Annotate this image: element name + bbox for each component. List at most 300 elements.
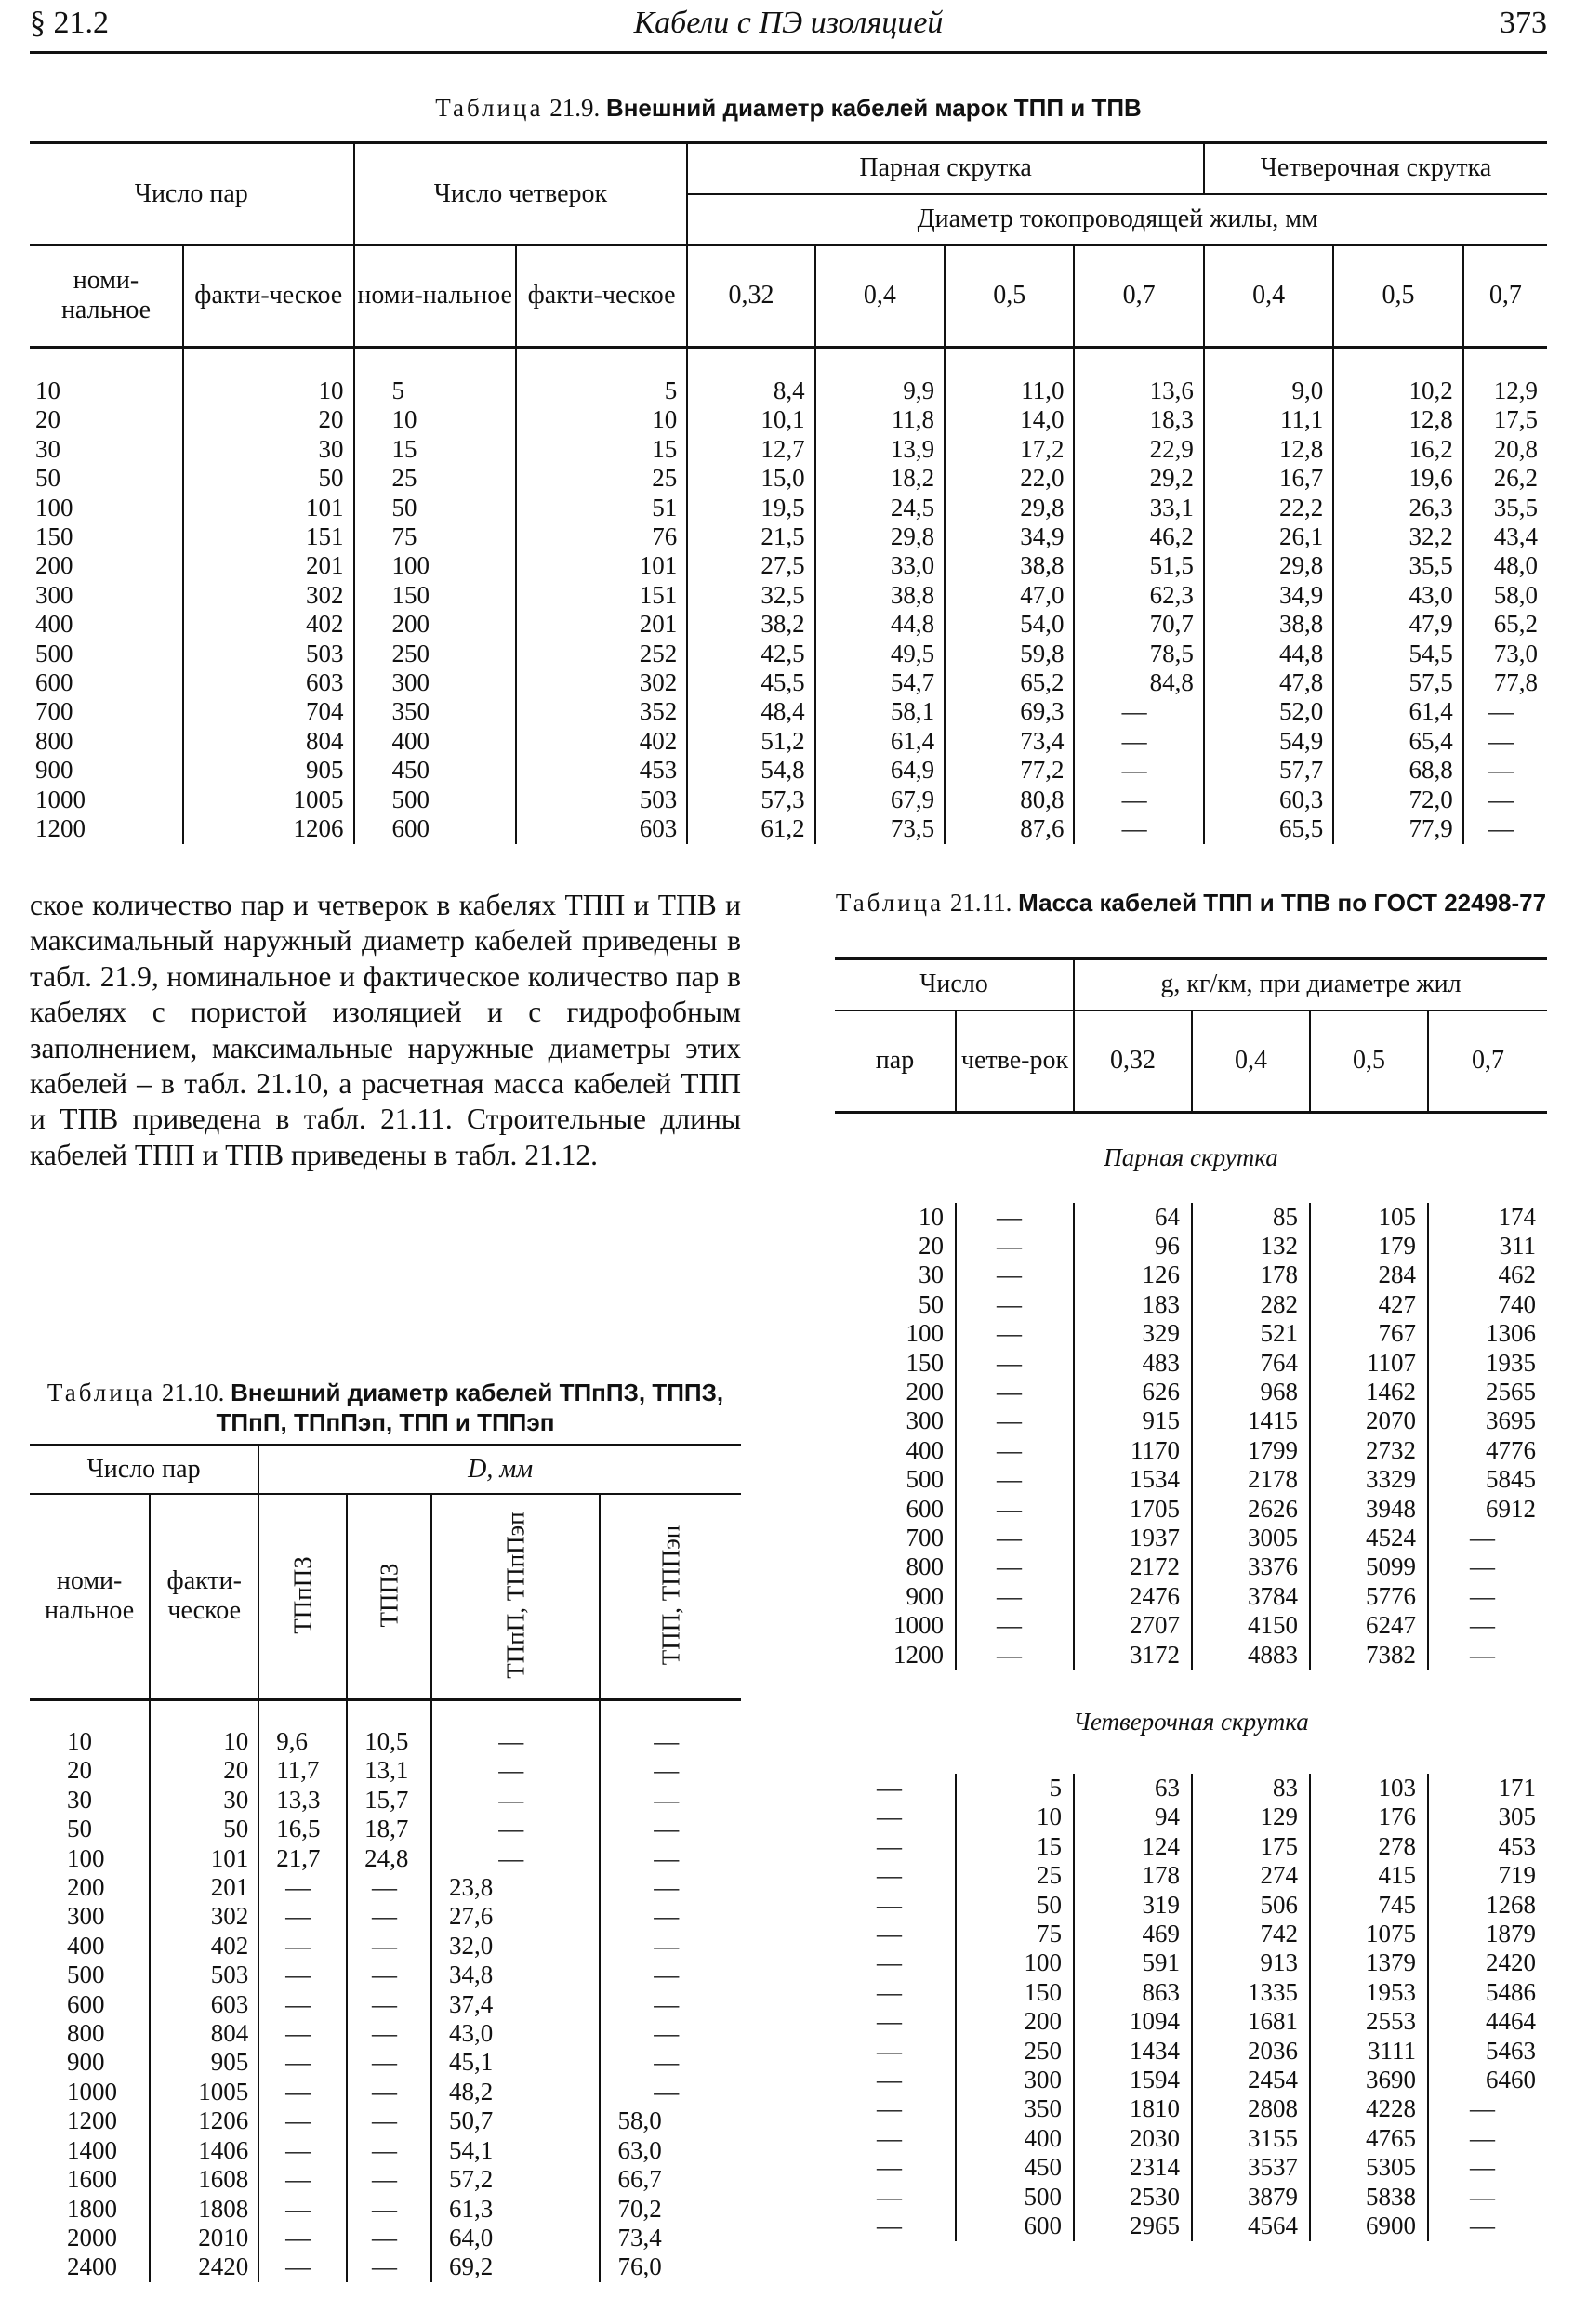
table-cell: 171 [1498, 1774, 1536, 1802]
table-cell: 804 [183, 727, 353, 756]
table-cell: 47,0 [945, 581, 1074, 610]
table-cell: 2530 [1074, 2183, 1192, 2212]
table-cell: 94 [1074, 1802, 1192, 1831]
table-cell: 453 [516, 756, 688, 785]
table-cell: — [347, 1902, 431, 1931]
table-cell: — [835, 1832, 956, 1861]
table-cell: — [956, 1261, 1074, 1289]
table-cell: — [835, 2124, 956, 2153]
table-row [30, 1815, 741, 1843]
table-cell: 400 [835, 1436, 956, 1465]
table-cell: 767 [1310, 1319, 1428, 1348]
table-cell: 3537 [1192, 2153, 1310, 2182]
table-cell: 25 [354, 464, 516, 493]
table-cell: 21,7 [258, 1844, 347, 1873]
table-row [835, 2037, 1547, 2066]
table-cell: 77,8 [1493, 668, 1538, 697]
table-row [30, 1873, 741, 1902]
table-cell: 3155 [1192, 2124, 1310, 2153]
header-actual: факти-ческое [516, 245, 688, 348]
table-cell: 1306 [1486, 1319, 1536, 1348]
table-cell: 75 [956, 1920, 1074, 1948]
table-cell: 48,2 [431, 2078, 600, 2106]
table-cell: — [258, 2048, 347, 2077]
table-cell: 402 [183, 610, 353, 639]
table-cell: — [956, 1524, 1074, 1552]
table-cell: 250 [354, 640, 516, 668]
table-cell: — [956, 1495, 1074, 1524]
table-cell: 29,8 [945, 494, 1074, 522]
table-cell: 12,9 [1493, 376, 1538, 404]
table-cell: — [654, 1727, 680, 1755]
table-cell: 83 [1192, 1774, 1310, 1802]
table-cell: 1406 [150, 2136, 258, 2165]
table-cell: 200 [835, 1378, 956, 1406]
table-row [30, 1902, 741, 1931]
table-row [835, 1774, 1547, 1802]
table-cell: 51,2 [687, 727, 814, 756]
table-cell: 200 [354, 610, 516, 639]
table-cell: 2178 [1192, 1465, 1310, 1494]
table-cell: 2070 [1310, 1406, 1428, 1435]
table-cell: 65,2 [1493, 610, 1538, 639]
table-cell: 62,3 [1074, 581, 1203, 610]
table-cell: — [654, 1873, 680, 1902]
table-cell: 58,0 [617, 2106, 662, 2135]
table-cell: 1800 [30, 2195, 150, 2224]
table-row [30, 2224, 741, 2252]
table-cell: 500 [354, 786, 516, 814]
table-cell: 2808 [1192, 2094, 1310, 2123]
table-cell: 3005 [1192, 1524, 1310, 1552]
table-cell: 6460 [1486, 2066, 1536, 2094]
table-cell: 38,8 [945, 551, 1074, 580]
table-cell: 2965 [1074, 2212, 1192, 2240]
table-cell: — [835, 1774, 956, 1802]
table-cell: 12,8 [1333, 405, 1462, 434]
table-cell: 67,9 [815, 786, 945, 814]
table-cell: 1000 [30, 786, 183, 814]
table-cell: — [654, 1902, 680, 1931]
table-cell: 101 [150, 1844, 258, 1873]
table-cell: 61,3 [431, 2195, 600, 2224]
table-cell: 22,9 [1074, 435, 1203, 464]
table-cell: 1206 [150, 2106, 258, 2135]
table-cell: 600 [354, 814, 516, 843]
table-row [30, 786, 1547, 814]
table-cell: — [1470, 1611, 1495, 1640]
table-cell: 915 [1074, 1406, 1192, 1435]
table-row [835, 1290, 1547, 1319]
table-cell: 2010 [150, 2224, 258, 2252]
table-row [30, 640, 1547, 668]
table-cell: 183 [1074, 1290, 1192, 1319]
table-cell: 11,0 [945, 348, 1074, 406]
table-row [835, 1406, 1547, 1435]
table-cell: — [347, 2106, 431, 2135]
table-cell: 968 [1192, 1378, 1310, 1406]
table-cell: 905 [183, 756, 353, 785]
table-cell: 10 [516, 405, 688, 434]
table-cell: — [956, 1465, 1074, 1494]
table-cell: 6900 [1310, 2212, 1428, 2240]
table-cell: 503 [183, 640, 353, 668]
table-row [30, 756, 1547, 785]
table-cell: 57,3 [687, 786, 814, 814]
table-cell: 1379 [1310, 1948, 1428, 1977]
table-cell: 15 [956, 1832, 1074, 1861]
table-cell: 57,5 [1333, 668, 1462, 697]
table-cell: 87,6 [945, 814, 1074, 843]
table-cell: 17,5 [1493, 405, 1538, 434]
table-cell: 5486 [1486, 1977, 1536, 2006]
table-cell: 863 [1074, 1978, 1192, 2007]
table-cell: 175 [1192, 1832, 1310, 1861]
table-cell: 101 [516, 551, 688, 580]
header-diameter-0: 0,32 [687, 245, 814, 348]
table-cell: 10,2 [1333, 348, 1462, 406]
table-cell: 11,1 [1204, 405, 1333, 434]
table-row [835, 2153, 1547, 2182]
table-cell: 151 [516, 581, 688, 610]
caption-number: 21.10. [161, 1379, 225, 1406]
table-cell: 1879 [1486, 1920, 1536, 1948]
table-cell: 13,6 [1074, 348, 1203, 406]
subheading-quad-twist: Четверочная скрутка [1073, 1707, 1309, 1736]
table-cell: 26,2 [1493, 464, 1538, 493]
table-cell: 11,7 [258, 1756, 347, 1785]
header-pairs: пар [835, 1010, 956, 1113]
table-cell: 350 [956, 2094, 1074, 2123]
table-cell: 33,0 [815, 551, 945, 580]
table-cell: — [1488, 697, 1514, 726]
table-cell: 600 [30, 1990, 150, 2019]
table-row [30, 2165, 741, 2194]
table-cell: 9,6 [258, 1700, 347, 1757]
header-cable-type-label: ТППЗ [375, 1563, 403, 1628]
table-cell: 450 [354, 756, 516, 785]
table-row [30, 1756, 741, 1785]
table-cell: — [835, 2066, 956, 2094]
table-cell: 25 [956, 1861, 1074, 1890]
table-cell: 15,0 [687, 464, 814, 493]
table-cell: 450 [956, 2153, 1074, 2182]
table-cell: 2172 [1074, 1552, 1192, 1581]
table-cell: — [835, 1802, 956, 1831]
table-cell: 1000 [835, 1611, 956, 1640]
table-cell: — [1470, 2212, 1495, 2240]
table-cell: 50 [30, 1815, 150, 1843]
table-cell: 4883 [1192, 1641, 1310, 1670]
header-cable-type-label: ТПпПЗ [288, 1556, 317, 1634]
table-cell: 1075 [1310, 1920, 1428, 1948]
table-cell: 5 [516, 348, 688, 406]
table-cell: 453 [1498, 1831, 1536, 1860]
table-cell: — [258, 1873, 347, 1902]
table-cell: 804 [150, 2019, 258, 2048]
table-cell: — [258, 2106, 347, 2135]
table-cell: 5 [956, 1774, 1074, 1802]
table-cell: 2454 [1192, 2066, 1310, 2094]
table-cell: — [654, 2077, 680, 2106]
table-cell: 500 [30, 640, 183, 668]
table-cell: 1268 [1486, 1890, 1536, 1919]
table-cell: 319 [1074, 1891, 1192, 1920]
table-cell: 30 [30, 435, 183, 464]
table-cell: 2420 [1486, 1948, 1536, 1977]
table-cell: 1400 [30, 2136, 150, 2165]
table-cell: 63,0 [617, 2135, 662, 2164]
table-cell: 44,8 [1204, 640, 1333, 668]
table-cell: 73,5 [815, 814, 945, 843]
table-cell: — [347, 2195, 431, 2224]
table-cell: 4150 [1192, 1611, 1310, 1640]
table-cell: 600 [30, 668, 183, 697]
table-cell: 352 [516, 697, 688, 726]
table-row [835, 1524, 1547, 1552]
table-cell: 96 [1074, 1232, 1192, 1261]
table-cell: 38,2 [687, 610, 814, 639]
table-cell: 13,9 [815, 435, 945, 464]
table-cell: 1415 [1192, 1406, 1310, 1435]
table-cell: 57,2 [431, 2165, 600, 2194]
table-cell: 100 [30, 1844, 150, 1873]
table-cell: — [1470, 2153, 1495, 2182]
table-cell: 1937 [1074, 1524, 1192, 1552]
table-cell: 2565 [1486, 1377, 1536, 1406]
table-cell: — [654, 1843, 680, 1872]
table-cell: 1681 [1192, 2007, 1310, 2036]
table-cell: 1005 [150, 2078, 258, 2106]
table-cell: 201 [150, 1873, 258, 1902]
table-cell: 302 [516, 668, 688, 697]
table-cell: 2030 [1074, 2124, 1192, 2153]
table-cell: — [835, 1891, 956, 1920]
table-cell: 50 [956, 1891, 1074, 1920]
table-cell: — [835, 1920, 956, 1948]
table-cell: 65,4 [1333, 727, 1462, 756]
header-diameter-3: 0,7 [1428, 1010, 1547, 1113]
table-row [30, 2252, 741, 2281]
table-cell: 24,8 [347, 1844, 431, 1873]
table-cell: 5305 [1310, 2153, 1428, 2182]
table-cell: 905 [150, 2048, 258, 2077]
header-cable-type-0 [258, 1494, 347, 1700]
table-cell: 13,3 [258, 1786, 347, 1815]
table-cell: — [956, 1611, 1074, 1640]
table-cell: 600 [835, 1495, 956, 1524]
table-cell: 5776 [1310, 1582, 1428, 1611]
table-cell: 20 [183, 405, 353, 434]
table-cell: 2553 [1310, 2007, 1428, 2036]
table-cell: 2626 [1192, 1495, 1310, 1524]
table-cell: — [347, 2019, 431, 2048]
table-cell: — [835, 1861, 956, 1890]
table-cell: 84,8 [1074, 668, 1203, 697]
table-cell: 50 [150, 1815, 258, 1843]
table-cell: 54,7 [815, 668, 945, 697]
table-cell: 742 [1192, 1920, 1310, 1948]
table-cell: 300 [30, 1902, 150, 1931]
table-cell: — [835, 1978, 956, 2007]
table-cell: — [258, 2195, 347, 2224]
table-cell: 150 [354, 581, 516, 610]
table-row [835, 1891, 1547, 1920]
table-cell: 1200 [30, 814, 183, 843]
table-cell: 5 [354, 348, 516, 406]
table-row [30, 727, 1547, 756]
table-row [30, 1932, 741, 1961]
table-row [835, 1802, 1547, 1831]
table-cell: 282 [1192, 1290, 1310, 1319]
table-cell: 4228 [1310, 2094, 1428, 2123]
table-row [835, 1203, 1547, 1232]
table-cell: 3948 [1310, 1495, 1428, 1524]
table-cell: — [1470, 1552, 1495, 1581]
table-cell: — [654, 1989, 680, 2018]
table-cell: 1206 [183, 814, 353, 843]
table-cell: 305 [1498, 1802, 1536, 1831]
table-cell: 700 [30, 697, 183, 726]
table-row [835, 1611, 1547, 1640]
table-row [835, 1495, 1547, 1524]
table-cell: 30 [835, 1261, 956, 1289]
table-cell: — [431, 1815, 600, 1843]
table-cell: 1608 [150, 2165, 258, 2194]
table-cell: — [347, 2165, 431, 2194]
table-cell: 178 [1192, 1261, 1310, 1289]
table-cell: 10 [30, 348, 183, 406]
table-row [30, 551, 1547, 580]
table-cell: — [258, 2078, 347, 2106]
table-cell: 61,4 [1333, 697, 1462, 726]
table-cell: 462 [1498, 1261, 1536, 1289]
table-cell: 77,9 [1333, 814, 1462, 843]
table-cell: 54,0 [945, 610, 1074, 639]
table-cell: 29,2 [1074, 464, 1203, 493]
table-cell: 719 [1498, 1861, 1536, 1890]
table-cell: 100 [956, 1948, 1074, 1977]
table-cell: 300 [30, 581, 183, 610]
table-cell: — [835, 2094, 956, 2123]
header-cable-type-label: ТПпП, ТПпПэп [501, 1512, 530, 1679]
table-row [30, 2136, 741, 2165]
table-cell: 50 [354, 494, 516, 522]
table-cell: — [1470, 1640, 1495, 1669]
table-cell: 151 [183, 522, 353, 551]
table-cell: 47,9 [1333, 610, 1462, 639]
table-cell: 29,8 [1204, 551, 1333, 580]
table-cell: — [347, 1990, 431, 2019]
table-cell: — [956, 1378, 1074, 1406]
table-cell: — [1074, 786, 1203, 814]
table-cell: 150 [835, 1349, 956, 1378]
table-cell: 75 [354, 522, 516, 551]
table-cell: 60,3 [1204, 786, 1333, 814]
table-cell: 105 [1310, 1203, 1428, 1232]
table-cell: 44,8 [815, 610, 945, 639]
table-row [835, 2212, 1547, 2240]
table-cell: 57,7 [1204, 756, 1333, 785]
table-cell: 3376 [1192, 1552, 1310, 1581]
table-cell: 20 [30, 405, 183, 434]
table-cell: 3879 [1192, 2183, 1310, 2212]
table-cell: — [431, 1786, 600, 1815]
table-cell: — [654, 1756, 680, 1785]
table-cell: 17,2 [945, 435, 1074, 464]
table-cell: 800 [835, 1552, 956, 1581]
table-cell: 1810 [1074, 2094, 1192, 2123]
table-cell: 2707 [1074, 1611, 1192, 1640]
table-cell: 54,8 [687, 756, 814, 785]
table-row [835, 2124, 1547, 2153]
table-cell: 19,6 [1333, 464, 1462, 493]
table-cell: 132 [1192, 1232, 1310, 1261]
table-cell: 35,5 [1333, 551, 1462, 580]
table-cell: 400 [354, 727, 516, 756]
table-cell: 23,8 [431, 1873, 600, 1902]
table-cell: — [1488, 814, 1514, 843]
table-cell: 201 [516, 610, 688, 639]
table-cell: 50 [183, 464, 353, 493]
table-cell: 10 [835, 1203, 956, 1232]
table-cell: — [258, 1932, 347, 1961]
table-cell: 6912 [1486, 1494, 1536, 1523]
table-cell: 48,0 [1493, 551, 1538, 580]
table-cell: 4765 [1310, 2124, 1428, 2153]
table-cell: 52,0 [1204, 697, 1333, 726]
table-cell: — [654, 2048, 680, 2077]
body-paragraph: ское количество пар и четверок в кабелях ТПП и ТПВ и максимальный наружный диаметр кабелей приведены в табл. 21.9, номинальное и фактическое количество пар в кабелях с пористой изоляцией и с гидрофобным заполнением, максимальные наружные диаметры этих кабелей – в табл. 21.10, а расчетная масса кабелей ТПП и ТПВ приведена в табл. 21.11. Строительные длины кабелей ТПП и ТПВ приведены в табл. 21.12. [30, 889, 741, 1171]
table-cell: 15 [516, 435, 688, 464]
table-cell: 300 [956, 2066, 1074, 2094]
table-row [835, 1832, 1547, 1861]
table-cell: — [1488, 726, 1514, 755]
table-cell: — [654, 1931, 680, 1960]
table-row [835, 2094, 1547, 2123]
table-cell: 19,5 [687, 494, 814, 522]
table-cell: 3329 [1310, 1465, 1428, 1494]
table-row [30, 668, 1547, 697]
table-cell: 400 [30, 610, 183, 639]
table-cell: — [1488, 785, 1514, 813]
table-cell: — [835, 1948, 956, 1977]
table-cell: 415 [1310, 1861, 1428, 1890]
table-cell: 800 [30, 2019, 150, 2048]
table-cell: 300 [835, 1406, 956, 1435]
table-cell: 33,1 [1074, 494, 1203, 522]
table-cell: 2476 [1074, 1582, 1192, 1611]
table-cell: 10 [354, 405, 516, 434]
table-cell: 402 [150, 1932, 258, 1961]
table-cell: 32,2 [1333, 522, 1462, 551]
table-cell: 1808 [150, 2195, 258, 2224]
table-cell: 58,0 [1493, 580, 1538, 609]
table-cell: 38,8 [1204, 610, 1333, 639]
table-cell: 1000 [30, 2078, 150, 2106]
table-row [835, 1349, 1547, 1378]
table-cell: 21,5 [687, 522, 814, 551]
table-cell: 51 [516, 494, 688, 522]
table-cell: 32,5 [687, 581, 814, 610]
table-cell: 626 [1074, 1378, 1192, 1406]
table-cell: 1107 [1310, 1349, 1428, 1378]
table-cell: — [956, 1552, 1074, 1581]
caption-text: Внешний диаметр кабелей ТПпПЗ, ТППЗ, ТПпП, ТПпПэп, ТПП и ТППэп [216, 1379, 724, 1436]
table-cell: 1953 [1310, 1978, 1428, 2007]
table-cell: 20 [835, 1232, 956, 1261]
table-row [835, 1641, 1547, 1670]
